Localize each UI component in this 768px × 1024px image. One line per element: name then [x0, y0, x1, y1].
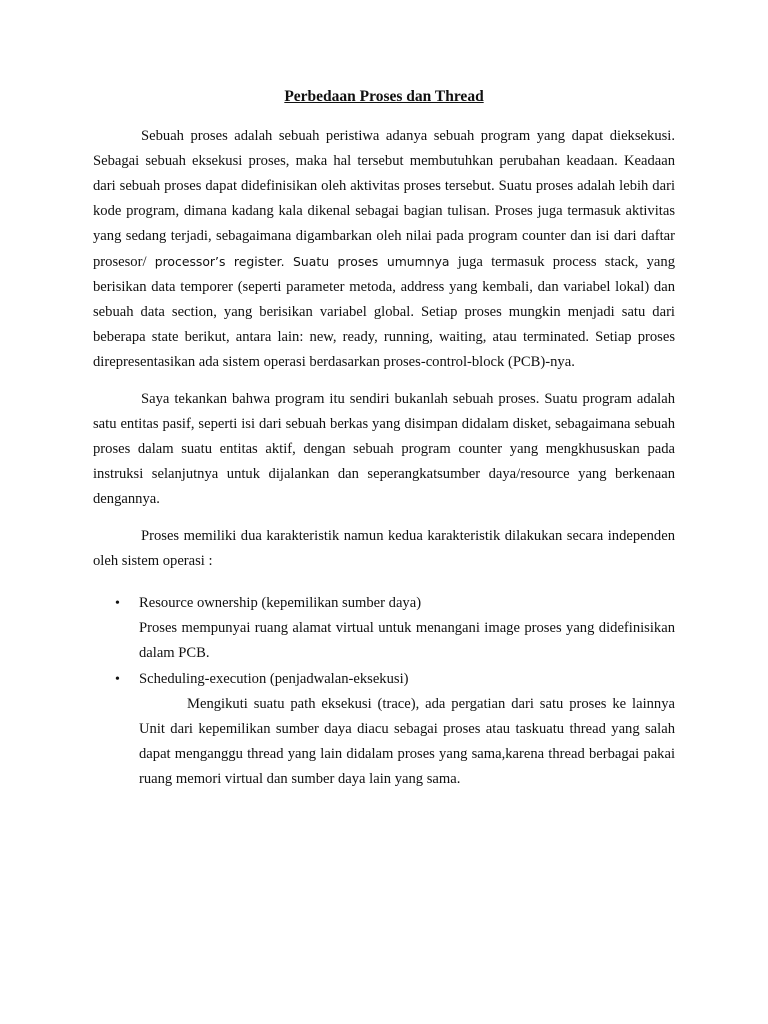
paragraph-1-sans-fragment: processor’s register. Suatu proses umumnya: [154, 254, 450, 269]
document-title: Perbedaan Proses dan Thread: [284, 88, 484, 105]
list-item-resource-ownership: [93, 591, 675, 666]
paragraph-characteristics-intro: Proses memiliki dua karakteristik namun kedua karakteristik dilakukan secara independen oleh sistem operasi :: [93, 528, 675, 569]
list-item-body: Proses mempunyai ruang alamat virtual untuk menangani image proses yang didefinisikan dalam PCB.: [139, 620, 675, 661]
list-item-body: Mengikuti suatu path eksekusi (trace), ada pergatian dari satu proses ke lainnya Unit dari kepemilikan sumber daya diacu sebagai proses atau taskuatu thread yang salah dapat menganggu thread yang lain didalam proses yang sama,karena thread berbagai pakai ruang memori virtual dan sumber daya lain yang sama.: [139, 696, 675, 787]
characteristics-list: [93, 591, 675, 792]
list-item-heading: Resource ownership (kepemilikan sumber daya): [139, 595, 422, 611]
bullet-icon: •: [115, 596, 120, 611]
list-item-heading: Scheduling-execution (penjadwalan-eksekusi): [139, 671, 409, 687]
document-page: [93, 84, 675, 793]
paragraph-program-vs-process: Saya tekankan bahwa program itu sendiri bukanlah sebuah proses. Suatu program adalah satu entitas pasif, seperti isi dari sebuah berkas yang disimpan didalam disket, sebagaimana sebuah proses dalam suatu entitas aktif, dengan sebuah program counter yang mengkhususkan pada instruksi selanjutnya untuk dijalankan dan seperangkatsumber daya/resource yang berkenaan dengannya.: [93, 391, 675, 507]
bullet-icon: •: [115, 672, 120, 687]
paragraph-1-text-b: juga termasuk process stack, yang berisikan data temporer (seperti parameter metoda, address yang kembali, dan variabel lokal) dan sebuah data section, yang berisikan variabel global. Setiap proses mungkin menjadi satu dari beberapa state berikut, antara lain: new, ready, running, waiting, atau terminated. Setiap proses direpresentasikan ada sistem operasi berdasarkan proses-control-block (PCB)-nya.: [93, 254, 675, 370]
paragraph-process-definition: [93, 124, 675, 375]
list-item-scheduling-execution: [93, 667, 675, 792]
paragraph-1-text-a: Sebuah proses adalah sebuah peristiwa adanya sebuah program yang dapat dieksekusi. Sebagai sebuah eksekusi proses, maka hal tersebut membutuhkan perubahan keadaan. Keadaan dari sebuah proses dapat didefinisikan oleh aktivitas proses tersebut. Suatu proses adalah lebih dari kode program, dimana kadang kala dikenal sebagai bagian tulisan. Proses juga termasuk aktivitas yang sedang terjadi, sebagaimana digambarkan oleh nilai pada program counter dan isi dari daftar prosesor/: [93, 128, 675, 270]
